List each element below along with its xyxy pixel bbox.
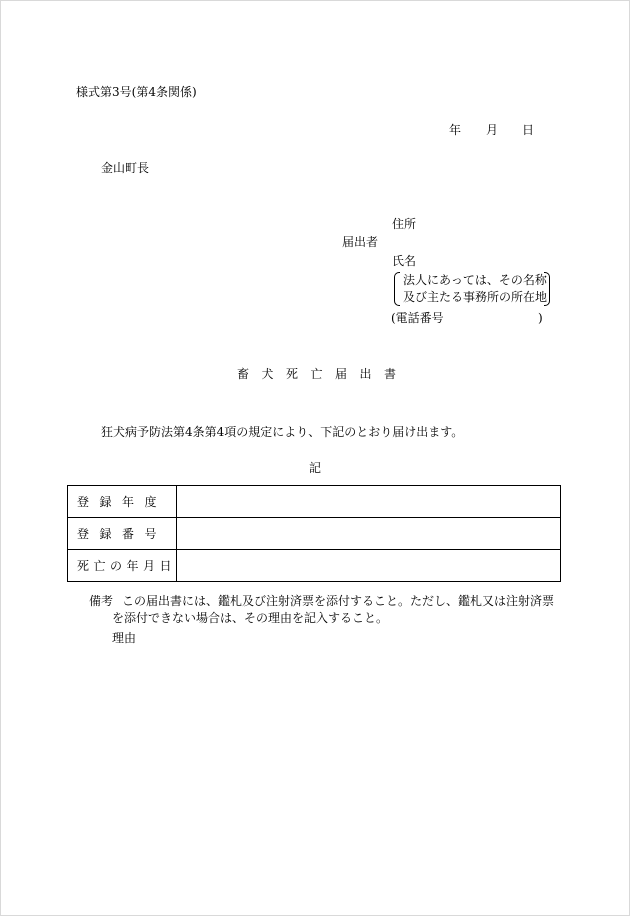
address-label: 住所 xyxy=(392,217,417,231)
row-label-registration-year: 登録年度 xyxy=(68,486,177,518)
row-label-death-date: 死亡の年月日 xyxy=(68,550,177,582)
body-text: 狂犬病予防法第4条第4項の規定により、下記のとおり届け出ます。 xyxy=(101,425,464,439)
corporate-note xyxy=(394,271,550,305)
death-date-value[interactable] xyxy=(177,550,561,582)
corporate-note-line1: 法人にあっては、その名称 xyxy=(403,273,547,287)
date-month-label: 月 xyxy=(486,123,499,137)
row-label-registration-number: 登録番号 xyxy=(68,518,177,550)
table-row xyxy=(68,518,561,550)
addressee: 金山町長 xyxy=(101,161,150,175)
notifier-label: 届出者 xyxy=(342,235,379,249)
name-label: 氏名 xyxy=(392,254,417,268)
left-bracket xyxy=(394,272,400,306)
remarks-heading: 備考 xyxy=(89,594,114,608)
remarks-line2: を添付できない場合は、その理由を記入すること。 xyxy=(112,611,389,625)
date-year-label: 年 xyxy=(449,123,462,137)
registration-number-value[interactable] xyxy=(177,518,561,550)
table-row xyxy=(68,550,561,582)
remarks-line1: この届出書には、鑑札及び注射済票を添付すること。ただし、鑑札又は注射済票 xyxy=(122,594,555,608)
reason-label: 理由 xyxy=(112,631,137,645)
ki-heading: 記 xyxy=(309,461,322,475)
document-title: 畜犬死亡届出書 xyxy=(237,367,409,381)
table-row xyxy=(68,486,561,518)
phone-label: (電話番号 xyxy=(391,311,444,325)
right-bracket xyxy=(544,272,550,306)
corporate-note-line2: 及び主たる事務所の所在地 xyxy=(403,290,548,304)
record-table xyxy=(67,485,561,582)
form-number: 様式第3号(第4条関係) xyxy=(76,85,197,99)
date-day-label: 日 xyxy=(522,123,535,137)
phone-close-paren: ) xyxy=(538,311,543,325)
registration-year-value[interactable] xyxy=(177,486,561,518)
